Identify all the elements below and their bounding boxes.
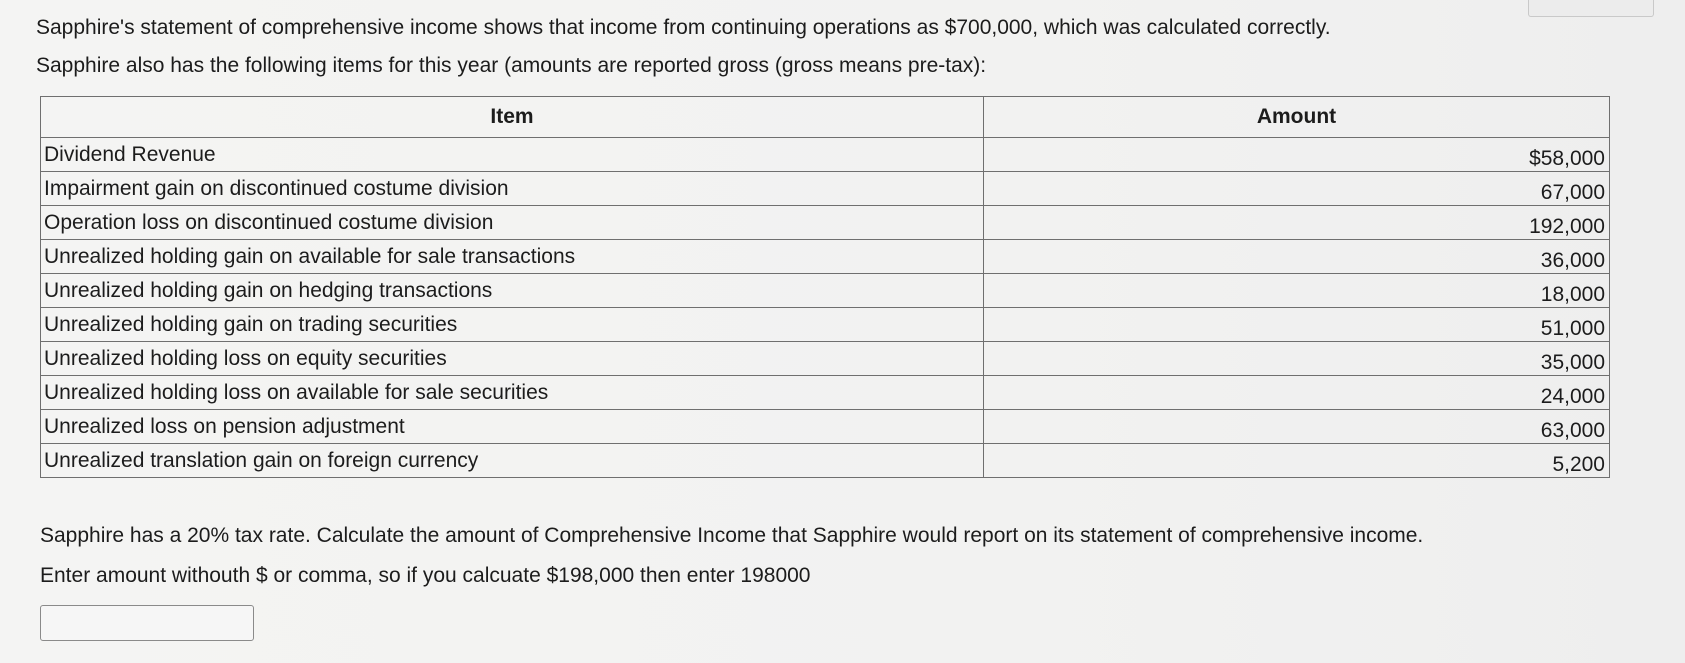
intro-line-1: Sapphire's statement of comprehensive income shows that income from continuing operations as $700,000, which was calculated correctly. [36,16,1331,39]
table-row [41,138,1610,172]
header-amount: Amount [984,97,1610,138]
answer-input[interactable] [40,605,254,641]
table-row [41,274,1610,308]
item-cell: Dividend Revenue [41,138,984,172]
table-header-row [41,97,1610,138]
item-cell: Unrealized holding gain on available for sale transactions [41,240,984,274]
question-text: Sapphire has a 20% tax rate. Calculate the amount of Comprehensive Income that Sapphire would report on its statement of comprehensive income. [40,524,1424,547]
intro-line-2: Sapphire also has the following items for this year (amounts are reported gross (gross means pre-tax): [36,54,987,77]
items-table [40,96,1610,478]
amount-cell: 5,200 [984,444,1610,478]
amount-cell: $58,000 [984,138,1610,172]
item-cell: Unrealized holding loss on equity securities [41,342,984,376]
item-cell: Impairment gain on discontinued costume division [41,172,984,206]
item-cell: Unrealized holding loss on available for sale securities [41,376,984,410]
table-row [41,172,1610,206]
header-item: Item [41,97,984,138]
table-row [41,376,1610,410]
amount-cell: 63,000 [984,410,1610,444]
amount-cell: 192,000 [984,206,1610,240]
amount-cell: 18,000 [984,274,1610,308]
amount-cell: 36,000 [984,240,1610,274]
table-body [41,138,1610,478]
answer-instructions: Enter amount withouth $ or comma, so if you calcuate $198,000 then enter 198000 [40,564,811,587]
table-row [41,308,1610,342]
table-row [41,410,1610,444]
item-cell: Unrealized loss on pension adjustment [41,410,984,444]
amount-cell: 35,000 [984,342,1610,376]
item-cell: Unrealized holding gain on hedging transactions [41,274,984,308]
top-corner-control[interactable] [1528,0,1654,17]
item-cell: Unrealized holding gain on trading securities [41,308,984,342]
item-cell: Operation loss on discontinued costume division [41,206,984,240]
amount-cell: 51,000 [984,308,1610,342]
amount-cell: 24,000 [984,376,1610,410]
item-cell: Unrealized translation gain on foreign currency [41,444,984,478]
table-row [41,342,1610,376]
amount-cell: 67,000 [984,172,1610,206]
table-row [41,240,1610,274]
table-row [41,444,1610,478]
table-row [41,206,1610,240]
